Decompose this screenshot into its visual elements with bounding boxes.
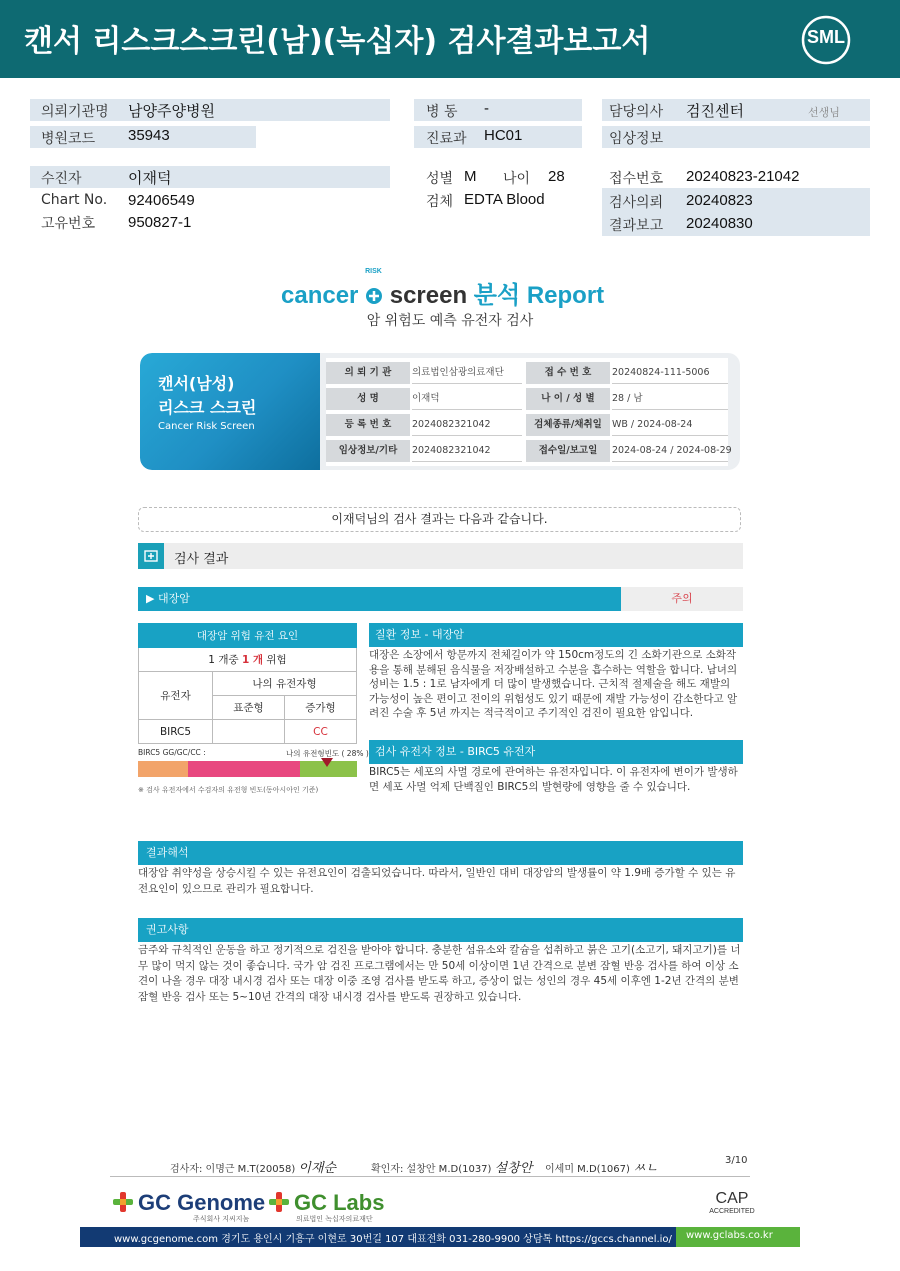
card-label: 접 수 번 호 [526,362,610,384]
cap-subtitle: ACCREDITED [709,1208,755,1215]
brand-subtitle: 암 위험도 예측 유전자 검사 [366,313,534,329]
risk-count [139,648,357,672]
footer-site-link[interactable]: www.gclabs.co.kr [686,1230,773,1241]
risk-count-prefix: 1 개중 [208,654,239,666]
brand-risk: RISK [365,268,382,275]
header-bar [0,0,900,78]
risk-count-value: 1 개 [241,654,264,666]
card-line1: 캔서(남성) [158,374,235,393]
cancer-type-bar: ▶ 대장암 [138,587,621,611]
dept-label: 진료과 [426,131,467,147]
brand-report: 분석 Report [473,282,605,309]
dept-value: HC01 [484,127,523,144]
card-value: 의료법인삼광의료재단 [412,362,522,384]
card-banner [140,353,320,470]
brand-screen: screen [389,282,468,309]
bar-segment-gg [138,761,188,777]
doctor-suffix: 선생님 [808,106,840,119]
specimen-label: 검체 [426,194,454,210]
report-title: 캔서 리스크스크린(남)(녹십자) 검사결과보고서 [24,24,651,59]
report-value: 20240830 [686,215,753,232]
card-label: 임상정보/기타 [326,440,410,462]
result-notice: 이재덕님의 검사 결과는 다음과 같습니다. [138,507,741,532]
card-line3: Cancer Risk Screen [158,421,255,432]
signature-divider [110,1176,750,1177]
interpretation-header: 결과해석 [138,841,743,865]
document-plus-icon [138,543,164,569]
gc-genome-subtitle: 주식회사 지씨지놈 [193,1215,250,1223]
hospital-code-label: 병원코드 [41,131,96,147]
recommendation-header: 권고사항 [138,918,743,942]
institution-value: 남양주양병원 [128,103,215,120]
gene-header: 유전자 [139,672,213,720]
disease-info-text: 대장은 소장에서 항문까지 전체길이가 약 150cm정도의 긴 소화기관으로 소화작용을 통해 분해된 음식물을 저장배설하고 수분을 흡수하는 역할을 합니다. 남녀의 성비는 1.5 : 1로 남자에게 더 많이 발생했습니다. 근치적 절제술을 해도 재발의 가능성이 높은 편이고 전이의 위험성도 있기 때문에 재발 가능성이 감소한다고 알려진 수술 후 5년 까지는 적극적이고 주기적인 검진이 필요한 암입니다. [369,649,738,719]
card-label: 등 록 번 호 [326,414,410,436]
page-number: 3/10 [725,1155,748,1166]
second-checker-line [545,1157,658,1176]
cap-accredited-logo [697,1190,767,1215]
gene-risk-table [138,623,357,744]
brand-title [281,268,605,310]
doctor-value: 검진센터 [686,103,744,120]
gene-standard-value [213,720,285,744]
my-frequency-label: 나의 유전형빈도 ( 28% ) [286,749,369,758]
sex-label: 성별 [426,171,454,187]
patient-value: 이재덕 [128,170,172,187]
receipt-label: 접수번호 [609,171,664,187]
recommendation-text: 금주와 규칙적인 운동을 하고 정기적으로 검진을 받아야 합니다. 충분한 섬유소와 칼슘을 섭취하고 붉은 고기(소고기, 돼지고기)를 너무 많이 먹지 않는 것이 좋습니다. 국가 암 검진 프로그램에서는 만 50세 이상이면 1년 간격으로 분변 잠혈 반응 검사를 하여 이상 소견이 나올 경우 대장 내시경 검사 또는 대장 이중 조영 검사를 받도록 하고, 증상이 없는 성인의 경우 45세 이후엔 1-2년 간격의 분변 잠혈 반응 검사 또는 5~10년 간격의 대장 내시경 검사를 받도록 권장하고 있습니다. [138,944,741,1003]
tester-line [170,1157,336,1176]
gene-info-text: BIRC5는 세포의 사멸 경로에 관여하는 유전자입니다. 이 유전자에 변이가 발생하면 세포 사멸 억제 단백질인 BIRC5의 발현량에 영향을 줄 수 있습니다. [369,766,738,793]
section-title: 검사 결과 [174,552,229,567]
gene-table-title: 대장암 위험 유전 요인 [139,624,357,648]
card-info-table [326,358,732,466]
status-badge: 주의 [621,587,743,611]
report-label: 결과보고 [609,218,664,234]
checker-signature: 설창안 [494,1161,533,1176]
gc-labs-logo: GC Labs [294,1190,385,1215]
institution-label: 의뢰기관명 [41,104,109,120]
increased-header: 증가형 [284,696,356,720]
id-value: 950827-1 [128,214,192,231]
card-value: 28 / 남 [612,388,728,410]
cap-title: CAP [715,1190,749,1207]
my-genotype-marker-icon [321,758,333,767]
tester-name: 검사자: 이명근 M.T(20058) [170,1164,296,1175]
second-checker-signature: ㅆㄴ [633,1161,659,1176]
summary-card [140,353,740,470]
card-row [326,412,728,438]
request-value: 20240823 [686,192,753,209]
interpretation-text: 대장암 취약성을 상승시킬 수 있는 유전요인이 검출되었습니다. 따라서, 일반인 대비 대장암의 발생률이 약 1.9배 증가할 수 있는 유전요인이 있으므로 관리가 필요합니다. [138,867,736,895]
card-row [326,360,728,386]
id-label: 고유번호 [41,216,96,232]
card-label: 검체종류/채취일 [526,414,610,436]
footer-address: www.gcgenome.com 경기도 용인시 기흥구 이현로 30번길 107 대표전화 031-280-9900 상담톡 https://gccs.channel.io/ [114,1234,672,1245]
age-value: 28 [548,168,565,185]
gc-labs-subtitle: 의료법인 녹십자의료재단 [296,1215,373,1223]
checker-line [371,1157,532,1176]
card-line2: 리스크 스크린 [158,398,257,417]
card-value: 20240824-111-5006 [612,362,728,384]
chart-value: 92406549 [128,192,195,209]
gene-name: BIRC5 [139,720,213,744]
chart-label: Chart No. [41,192,108,208]
bar-segment-gc [188,761,300,777]
risk-count-suffix: 위험 [266,654,287,666]
genotype-bar-label: BIRC5 GG/GC/CC : [138,748,206,757]
hospital-code-value: 35943 [128,127,170,144]
gene-info-header: 검사 유전자 정보 - BIRC5 유전자 [369,740,743,764]
frequency-note: ※ 검사 유전자에서 수검자의 유전형 빈도(동아시아인 기준) [138,786,319,794]
disease-info-header: 질환 정보 - 대장암 [369,623,743,647]
standard-header: 표준형 [213,696,285,720]
card-label: 접수일/보고일 [526,440,610,462]
card-label: 성 명 [326,388,410,410]
patient-row [30,166,390,188]
card-label: 의 뢰 기 관 [326,362,410,384]
checker-name: 확인자: 설창안 M.D(1037) [371,1164,492,1175]
sex-value: M [464,168,477,185]
gc-genome-logo: GC Genome [138,1190,266,1215]
section-bar [138,543,743,569]
card-row [326,438,732,464]
receipt-value: 20240823-21042 [686,168,800,185]
my-genotype-header: 나의 유전자형 [213,672,357,696]
brand-cancer: cancer [281,282,359,309]
request-label: 검사의뢰 [609,195,664,211]
gc-cross-icon [112,1191,134,1213]
clinical-label: 임상정보 [609,131,664,147]
gene-increased-value: CC [284,720,356,744]
card-row [326,386,728,412]
card-value: 2024-08-24 / 2024-08-29 [612,440,728,462]
risk-badge-icon [365,268,383,310]
sml-logo-text: SML [807,27,845,47]
ward-value: - [484,100,489,117]
specimen-value: EDTA Blood [464,191,545,208]
second-checker-name: 이세미 M.D(1067) [545,1164,630,1175]
card-value: 2024082321042 [412,440,522,462]
patient-label: 수진자 [41,171,82,187]
ward-label: 병 동 [426,104,458,120]
card-value: WB / 2024-08-24 [612,414,728,436]
doctor-label: 담당의사 [609,104,664,120]
tester-signature: 이재순 [298,1161,337,1176]
gc-labs-cross-icon [268,1191,290,1213]
age-label: 나이 [503,171,531,187]
card-value: 2024082321042 [412,414,522,436]
card-label: 나 이 / 성 별 [526,388,610,410]
card-value: 이재덕 [412,388,522,410]
